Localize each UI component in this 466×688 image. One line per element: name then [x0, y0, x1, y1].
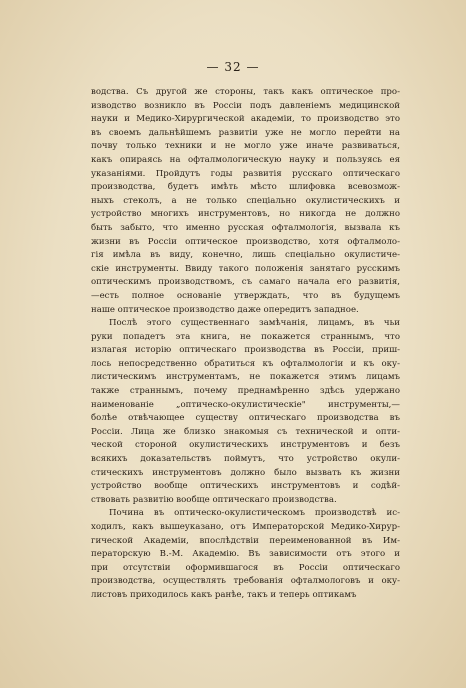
text-line: устройство вообще оптическихъ инструментовъ и содѣй-: [91, 481, 400, 492]
text-line: листовъ приходилось какъ ранѣе, такъ и теперь оптикамъ: [91, 589, 357, 600]
text-line: науки и Медико-Хирургической академіи, то производство это: [91, 114, 400, 125]
paragraph: [91, 507, 400, 602]
text-line: Почина въ оптическо-окулистическомъ производствѣ ис-: [109, 508, 400, 519]
text-line: указаніями. Пройдутъ годы развитія русскаго оптическаго: [91, 168, 400, 179]
text-line: въ своемъ дальнѣйшемъ развитіи уже не могло перейти на: [91, 127, 400, 138]
text-line: жизни въ Россіи оптическое производство, хотя офталмоло-: [91, 236, 400, 247]
text-line: производства, будетъ имѣть мѣсто шлифовка всевозмож-: [91, 182, 400, 193]
page-number: — 32 —: [206, 60, 260, 74]
text-line: почву только техники и не могло уже иначе развиваться,: [91, 141, 400, 152]
text-line: скіе инструменты. Ввиду такого положенія занятаго русскимъ: [91, 263, 400, 274]
text-line: гической Академіи, впослѣдствіи переименованной въ Им-: [91, 535, 400, 546]
text-line: лось непосредственно обратиться къ офталмологіи и къ оку-: [91, 358, 400, 369]
text-line: производства, осуществлять требованія офталмологовъ и оку-: [91, 576, 400, 587]
text-line: ходилъ, какъ вышеуказано, отъ Императорской Медико-Хирур-: [91, 522, 400, 532]
text-line: ствовать развитію вообще оптическаго производства.: [91, 494, 337, 505]
paragraph: [91, 317, 400, 507]
text-line: болѣе отвѣчающее существу оптическаго производства въ: [91, 413, 400, 424]
body-text: [91, 86, 400, 603]
text-line: листическимъ инструментамъ, не покажется этимъ лицамъ: [91, 372, 400, 383]
paragraph: [91, 86, 400, 317]
text-line: при отсутствіи оформившагося въ Россіи оптическаго: [91, 562, 400, 573]
text-line: гія имѣла въ виду, конечно, лишь спеціально окулистиче-: [91, 250, 400, 261]
text-line: Россіи. Лица же близко знакомыя съ технической и опти-: [91, 426, 400, 437]
text-line: излагая исторію оптическаго производства въ Россіи, приш-: [91, 345, 400, 356]
text-line: руки попадетъ эта книга, не покажется страннымъ, что: [91, 331, 400, 342]
text-line: всякихъ доказательствъ поймутъ, что устройство окули-: [91, 454, 400, 465]
text-line: изводство возникло въ Россіи подъ давленіемъ медицинской: [91, 100, 400, 111]
text-line: ператорскую В.-М. Академію. Въ зависимости отъ этого и: [91, 549, 400, 560]
text-line: ческой стороной окулистическихъ инструментовъ и безъ: [91, 440, 400, 451]
text-line: Послѣ этого существеннаго замѣчанія, лицамъ, въ чьи: [109, 318, 400, 329]
text-line: водства. Съ другой же стороны, такъ какъ оптическое про-: [91, 87, 400, 97]
text-line: быть забыто, что именно русская офталмологія, вызвала къ: [91, 222, 400, 233]
text-line: —есть полное основаніе утверждать, что въ будущемъ: [91, 290, 400, 301]
text-line: какъ опираясь на офталмологическую науку и пользуясь ея: [91, 154, 400, 165]
text-line: ныхъ стеколъ, а не только спеціально окулистическихъ и: [91, 195, 400, 206]
text-line: наименованіе „оптическо-окулистическіе" инструменты,—: [91, 399, 400, 410]
text-line: оптическимъ производствомъ, съ самаго начала его развитія,: [91, 277, 400, 288]
text-line: наше оптическое производство даже опередитъ западное.: [91, 304, 359, 315]
text-line: также страннымъ, почему преднамѣренно здѣсь удержано: [91, 386, 400, 397]
text-line: устройство многихъ инструментовъ, но никогда не должно: [91, 209, 400, 220]
text-line: стическихъ инструментовъ должно было вызвать къ жизни: [91, 467, 400, 478]
